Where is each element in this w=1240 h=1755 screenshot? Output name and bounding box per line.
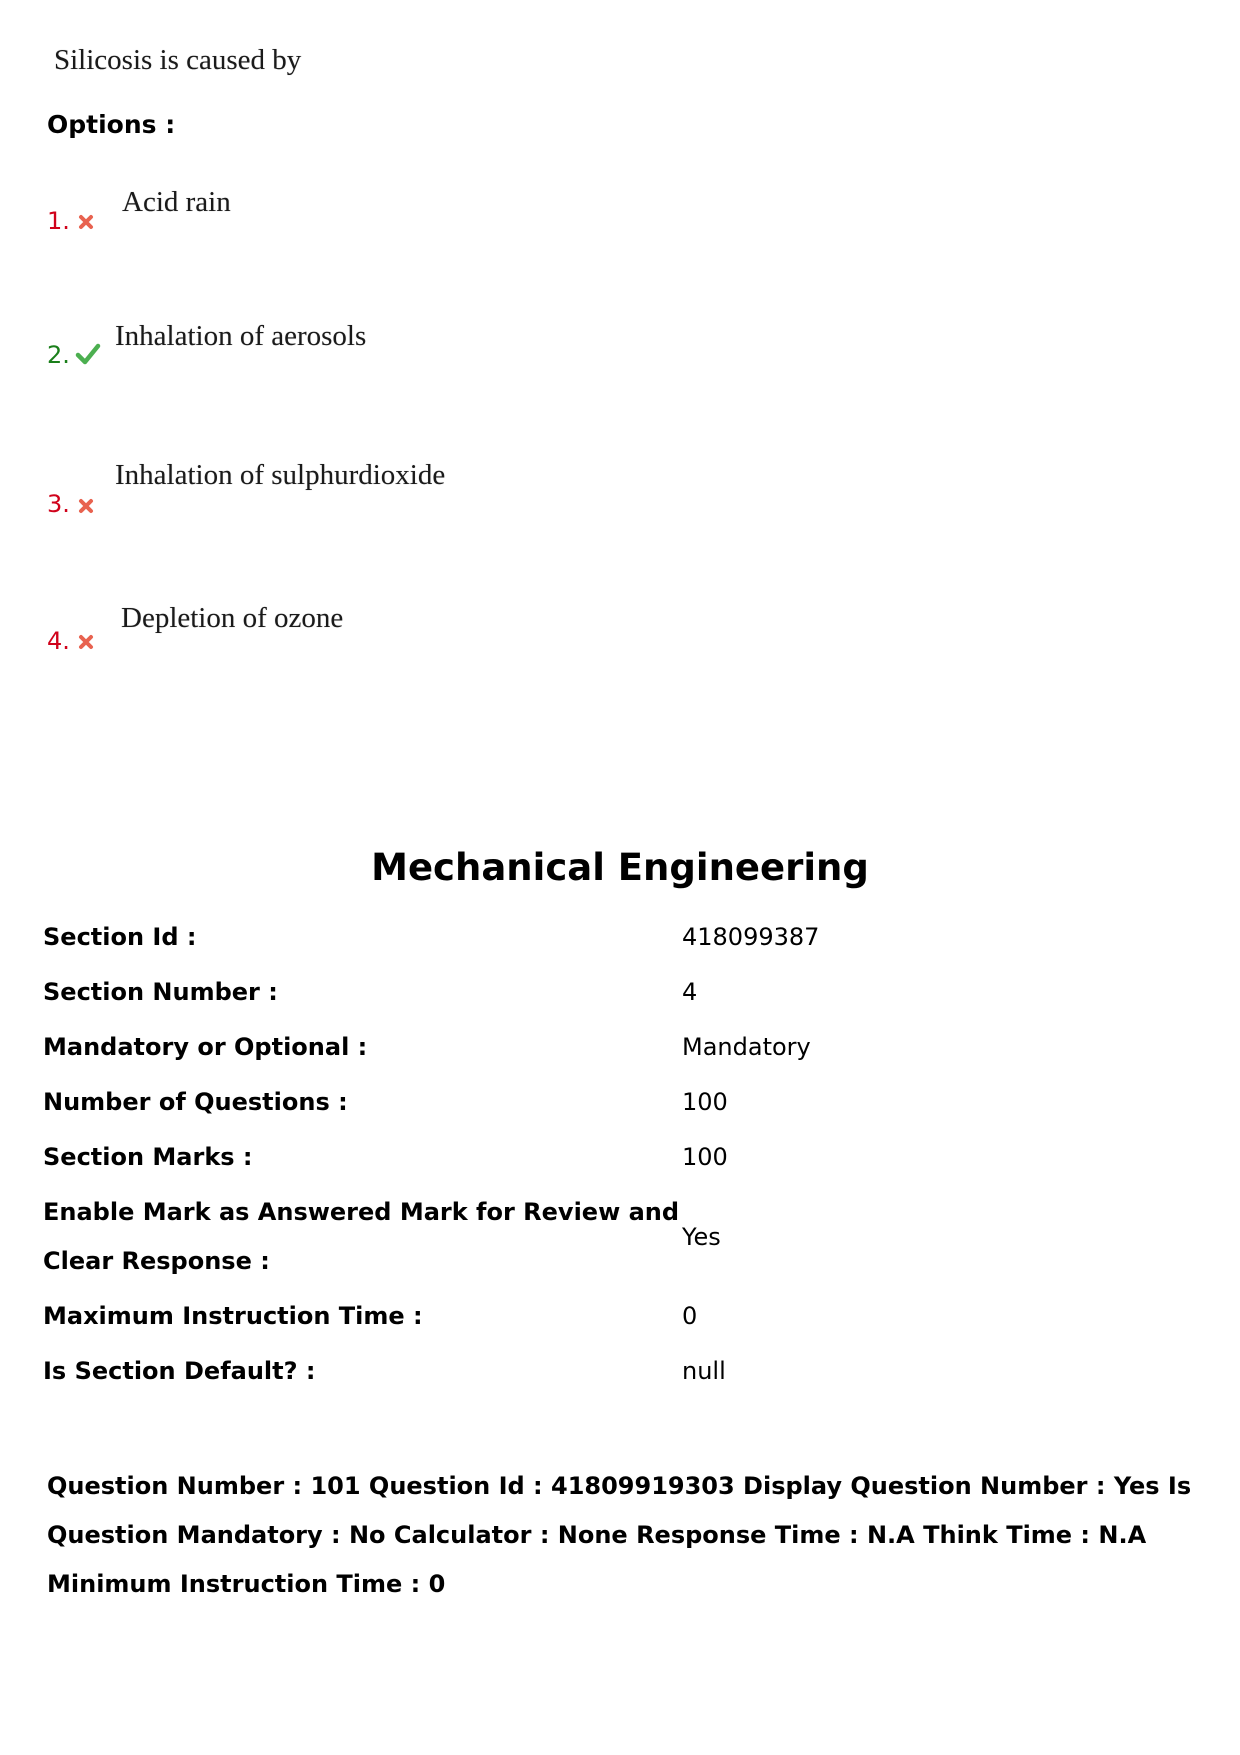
options-label: Options : — [47, 110, 176, 139]
option-4-number: 4. — [47, 627, 70, 655]
is-section-default-label: Is Section Default? : — [43, 1357, 316, 1385]
max-instruction-time-label: Maximum Instruction Time : — [43, 1302, 423, 1330]
section-number-value: 4 — [682, 978, 698, 1006]
check-icon — [75, 343, 101, 365]
option-1-text: Acid rain — [122, 186, 231, 218]
section-number-label: Section Number : — [43, 978, 278, 1006]
question-metadata: Question Number : 101 Question Id : 41809919303 Display Question Number : Yes Is Question Mandatory : No Calculator : None Response Time : N.A Think Time : N.A Minimum Instruction Time : 0 — [47, 1472, 1192, 1598]
mandatory-optional-label: Mandatory or Optional : — [43, 1033, 368, 1061]
option-4-text: Depletion of ozone — [121, 602, 344, 634]
question-text: Silicosis is caused by — [54, 44, 302, 76]
enable-mark-label-line1: Enable Mark as Answered Mark for Review and — [43, 1198, 680, 1226]
option-1-number: 1. — [47, 207, 70, 235]
option-3-text: Inhalation of sulphurdioxide — [115, 459, 446, 491]
option-2-text: Inhalation of aerosols — [115, 320, 367, 352]
section-id-label: Section Id : — [43, 923, 197, 951]
cross-icon — [78, 634, 94, 650]
number-of-questions-label: Number of Questions : — [43, 1088, 348, 1116]
section-id-value: 418099387 — [682, 923, 820, 951]
option-2-number: 2. — [47, 341, 70, 369]
enable-mark-label-line2: Clear Response : — [43, 1247, 270, 1275]
cross-icon — [78, 498, 94, 514]
section-marks-value: 100 — [682, 1143, 728, 1171]
mandatory-optional-value: Mandatory — [682, 1033, 811, 1061]
max-instruction-time-value: 0 — [682, 1302, 698, 1330]
is-section-default-value: null — [682, 1357, 726, 1385]
number-of-questions-value: 100 — [682, 1088, 728, 1116]
cross-icon — [78, 214, 94, 230]
option-3-number: 3. — [47, 490, 70, 518]
section-marks-label: Section Marks : — [43, 1143, 253, 1171]
section-title: Mechanical Engineering — [371, 846, 869, 889]
enable-mark-value: Yes — [682, 1223, 721, 1251]
